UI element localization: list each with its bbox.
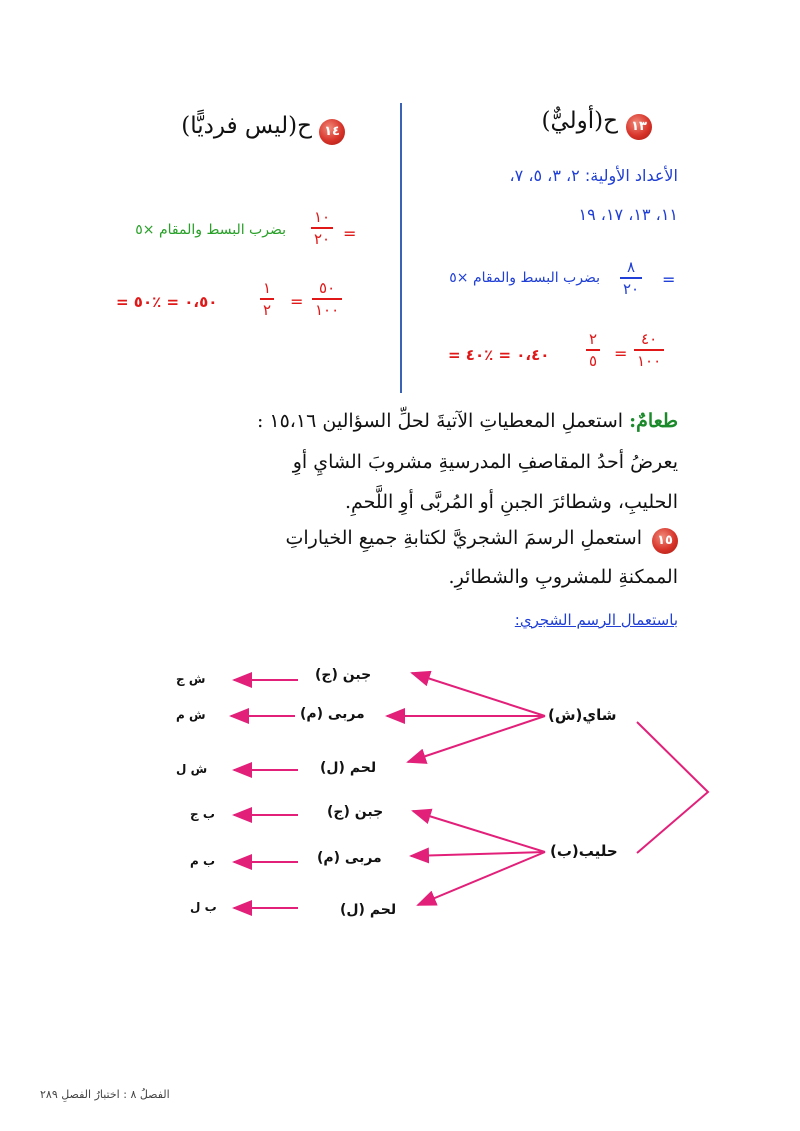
tea-branch-meat xyxy=(408,716,545,762)
q14-fraction-1-2 xyxy=(260,279,274,319)
column-divider xyxy=(400,103,402,393)
leaf-tea-meat: ش ل xyxy=(176,762,208,776)
root-tea: شاي(ش) xyxy=(548,706,617,724)
q13-result-decimal-percent: ٠،٤٠ = ٪٤٠ = xyxy=(448,346,550,364)
question-15-line-2: الممكنةِ للمشروبِ والشطائرِ. xyxy=(448,566,678,588)
q13-equals-sign-2: = xyxy=(614,344,628,363)
fraction-denominator: ٢٠ xyxy=(314,229,331,248)
fraction-denominator: ٥ xyxy=(589,351,598,370)
food-intro xyxy=(257,410,678,432)
question-15-line-1: استعملِ الرسمَ الشجريَّ لكتابةِ جميعِ الخياراتِ xyxy=(285,527,642,549)
fraction-numerator: ٨ xyxy=(627,258,636,276)
root-connector xyxy=(637,722,708,853)
question-13-title: ح(أوليٌّ) xyxy=(541,108,618,134)
question-14-title: ح(ليس فرديًّا) xyxy=(181,113,312,139)
fraction-numerator: ١٠ xyxy=(314,208,331,226)
q14-equals-sign: = xyxy=(343,224,357,243)
milk-option-cheese: جبن (ج) xyxy=(327,804,384,820)
tea-option-jam: مربى (م) xyxy=(300,706,365,722)
milk-branch-cheese xyxy=(413,811,545,852)
fraction-denominator: ٢ xyxy=(263,300,272,319)
food-label: طعامٌ: xyxy=(629,410,678,432)
fraction-numerator: ١ xyxy=(263,279,272,297)
milk-option-jam: مربى (م) xyxy=(317,850,382,866)
q13-multiply-note: بضرب البسط والمقام ×٥ xyxy=(449,270,600,286)
question-15-badge: ١٥ xyxy=(652,528,678,554)
q14-fraction-50-100 xyxy=(312,279,342,319)
q13-fraction-8-20 xyxy=(620,258,642,298)
milk-branch-meat xyxy=(418,852,545,905)
leaf-milk-meat: ب ل xyxy=(190,900,217,914)
q14-fraction-10-20 xyxy=(311,208,333,248)
root-milk: حليب(ب) xyxy=(550,842,618,860)
page-footer: الفصلُ ٨ : اختبارُ الفصلِ ٢٨٩ xyxy=(40,1088,170,1101)
q14-equals-sign-2: = xyxy=(290,292,304,311)
primes-line-1: الأعداد الأولية: ٢، ٣، ٥، ٧، xyxy=(509,166,678,185)
fraction-denominator: ١٠٠ xyxy=(315,300,340,319)
leaf-milk-cheese: ب ج xyxy=(190,807,215,821)
leaf-milk-jam: ب م xyxy=(190,854,216,868)
tree-caption: باستعمال الرسم الشجري: xyxy=(514,611,678,629)
milk-option-meat: لحم (ل) xyxy=(340,902,397,918)
leaf-tea-jam: ش م xyxy=(176,708,206,722)
fraction-denominator: ٢٠ xyxy=(623,279,640,298)
question-13-badge: ١٣ xyxy=(626,114,652,140)
q14-multiply-note: بضرب البسط والمقام ×٥ xyxy=(135,222,286,238)
food-line-1: يعرضُ أحدُ المقاصفِ المدرسيةِ مشروبَ الشايِ أوِ xyxy=(292,451,678,473)
q14-result-decimal-percent: ٠،٥٠ = ٪٥٠ = xyxy=(116,293,218,311)
tea-branch-cheese xyxy=(412,673,545,716)
fraction-numerator: ٥٠ xyxy=(319,279,336,297)
q13-equals-sign: = xyxy=(662,270,676,289)
food-intro-text: استعملِ المعطياتِ الآتيةَ لحلِّ السؤالين ١٥،١٦ : xyxy=(256,410,624,432)
fraction-numerator: ٢ xyxy=(589,330,598,348)
q13-fraction-2-5 xyxy=(586,330,600,370)
q13-fraction-40-100 xyxy=(634,330,664,370)
tea-option-cheese: جبن (ج) xyxy=(315,667,372,683)
question-14-badge: ١٤ xyxy=(319,119,345,145)
milk-branch-jam xyxy=(411,852,545,856)
fraction-numerator: ٤٠ xyxy=(641,330,658,348)
primes-line-2: ١١، ١٣، ١٧، ١٩ xyxy=(578,205,678,224)
food-line-2: الحليبِ، وشطائرَ الجبنِ أو المُربَّى أوِ اللَّحمِ. xyxy=(344,491,678,513)
leaf-tea-cheese: ش ج xyxy=(176,672,206,686)
tea-option-meat: لحم (ل) xyxy=(320,760,377,776)
fraction-denominator: ١٠٠ xyxy=(637,351,662,370)
